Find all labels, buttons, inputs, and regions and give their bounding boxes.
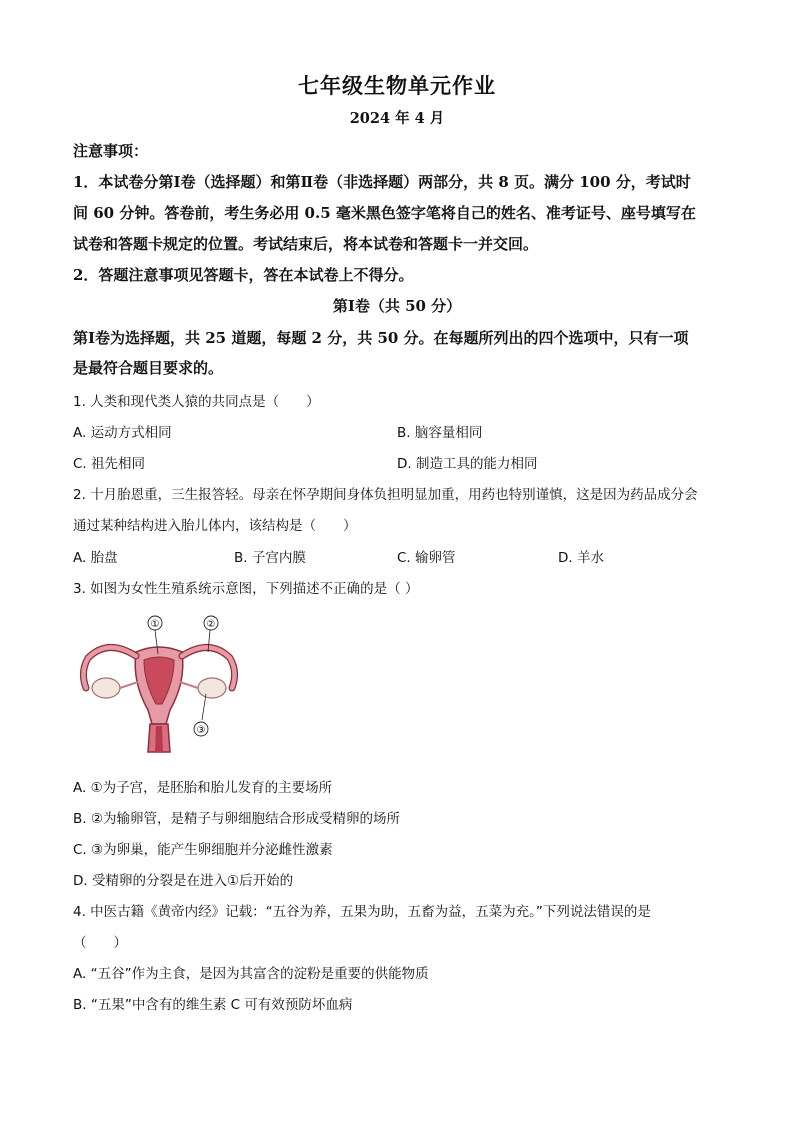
q1-option-a: A. 运动方式相同 [73,425,172,441]
question-3-stem: 3. 如图为女性生殖系统示意图，下列描述不正确的是（ ） [73,581,419,597]
q2-option-a: A. 胎盘 [73,550,118,566]
notice-heading: 注意事项： [73,142,149,160]
page-title: 七年级生物单元作业 [298,73,496,98]
question-2-stem: 2. 十月胎恩重，三生报答轻。母亲在怀孕期间身体负担明显加重，用药也特别谨慎，这是因为药品成分会 [73,487,698,503]
figure-label-1: ① [150,619,160,630]
q1-option-c: C. 祖先相同 [73,456,146,472]
question-4-stem: （ ） [73,935,127,951]
reproductive-system-diagram [78,612,240,754]
q3-option-a: A. ①为子宫，是胚胎和胎儿发育的主要场所 [73,780,333,796]
notice-line: 试卷和答题卡规定的位置。考试结束后，将本试卷和答题卡一并交回。 [73,235,539,253]
q3-option-d: D. 受精卵的分裂是在进入①后开始的 [73,873,294,889]
q2-option-c: C. 输卵管 [397,550,456,566]
q4-option-a: A. “五谷”作为主食，是因为其富含的淀粉是重要的供能物质 [73,966,429,982]
section-intro: 第Ⅰ卷为选择题，共 25 道题，每题 2 分，共 50 分。在每题所列出的四个选项中，只有一项 [73,329,689,347]
q1-option-d: D. 制造工具的能力相同 [397,456,538,472]
q4-option-b: B. “五果”中含有的维生素 C 可有效预防坏血病 [73,997,353,1013]
question-4-stem: 4. 中医古籍《黄帝内经》记载：“五谷为养，五果为助，五畜为益，五菜为充。”下列说法错误的是 [73,904,651,920]
q3-option-c: C. ③为卵巢，能产生卵细胞并分泌雌性激素 [73,842,333,858]
section-intro: 是最符合题目要求的。 [73,359,224,377]
figure-label-3: ③ [196,725,206,736]
q2-option-b: B. 子宫内膜 [234,550,306,566]
question-2-stem: 通过某种结构进入胎儿体内，该结构是（ ） [73,518,357,534]
section-title: 第Ⅰ卷（共 50 分） [332,297,462,315]
q3-option-b: B. ②为输卵管，是精子与卵细胞结合形成受精卵的场所 [73,811,400,827]
notice-line: 间 60 分钟。答卷前，考生务必用 0.5 毫米黑色签字笔将自己的姓名、准考证号、座号填写在 [73,204,696,222]
figure-label-2: ② [206,619,216,630]
notice-line: 2．答题注意事项见答题卡，答在本试卷上不得分。 [73,266,414,284]
q2-option-d: D. 羊水 [558,550,604,566]
q1-option-b: B. 脑容量相同 [397,425,483,441]
notice-line: 1．本试卷分第Ⅰ卷（选择题）和第Ⅱ卷（非选择题）两部分，共 8 页。满分 100 分，考试时 [73,173,691,191]
exam-date: 2024 年 4 月 [349,110,445,127]
question-1-stem: 1. 人类和现代类人猿的共同点是（ ） [73,394,320,410]
